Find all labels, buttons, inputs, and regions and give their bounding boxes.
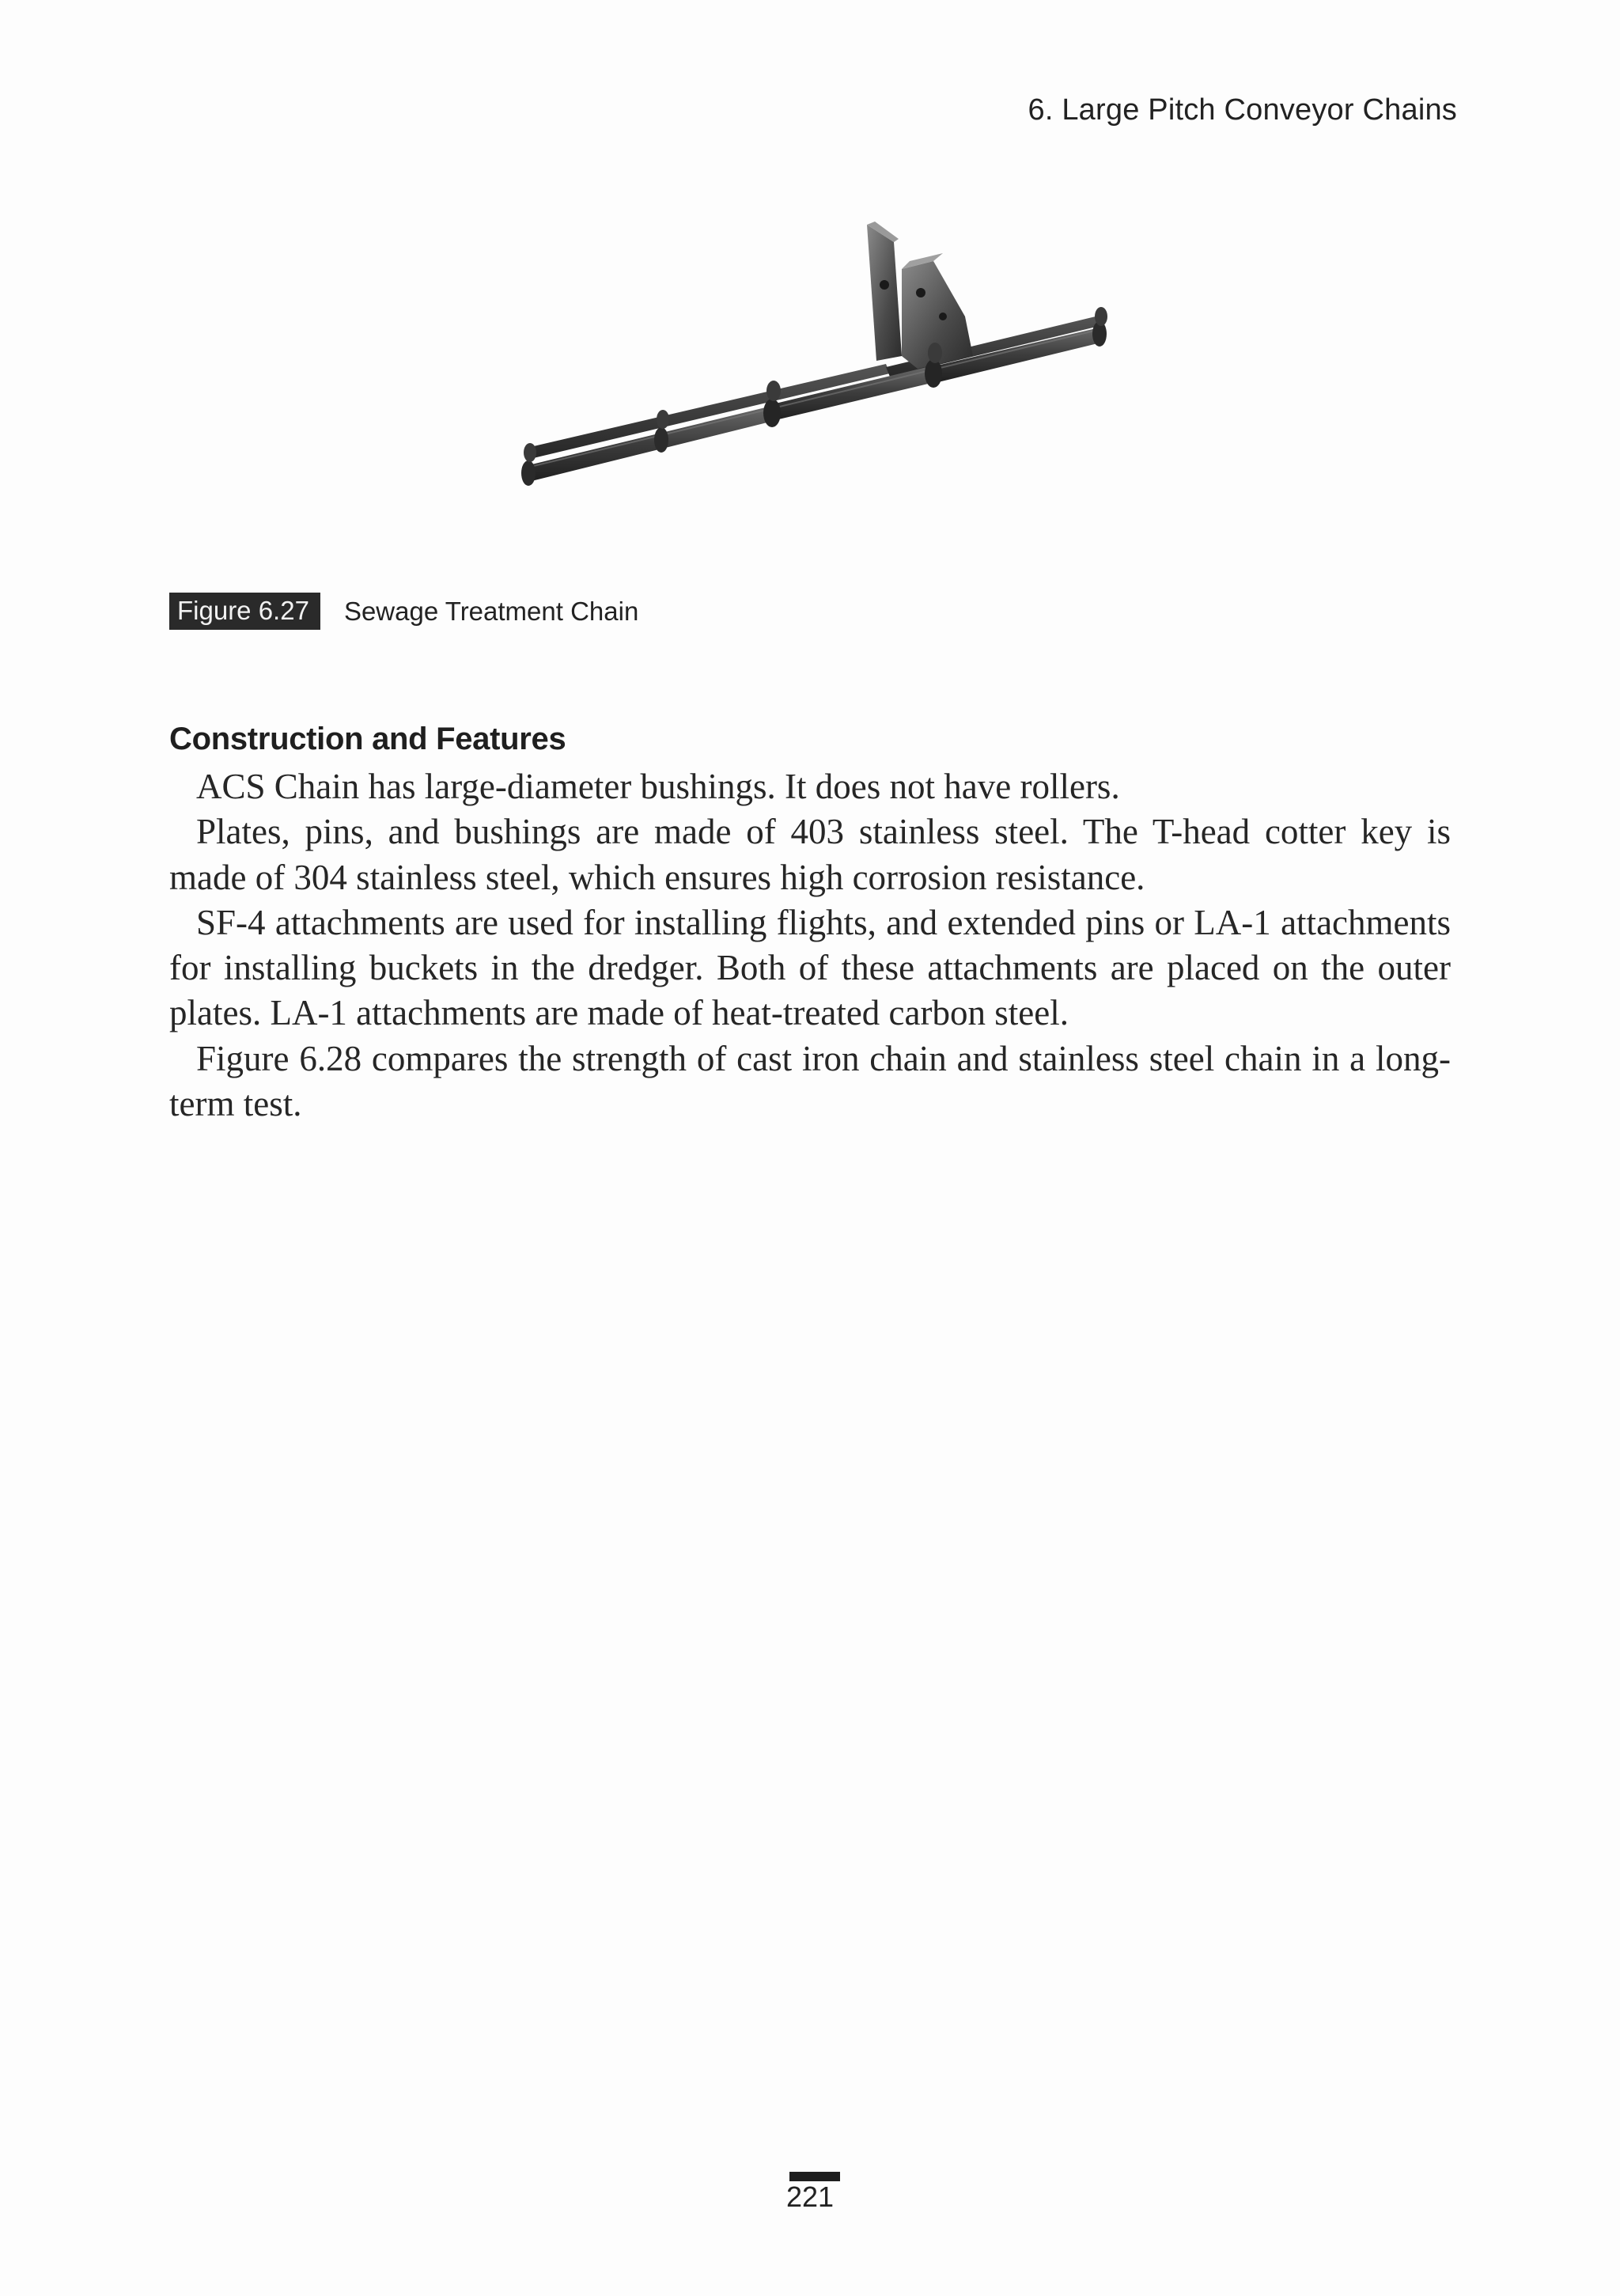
paragraph-strength-comparison: Figure 6.28 compares the strength of cast iron chain and stainless steel chain in a long-term test. <box>169 1038 1451 1124</box>
running-head: 6. Large Pitch Conveyor Chains <box>1028 93 1457 127</box>
sewage-treatment-chain-photo <box>490 198 1123 514</box>
section-heading: Construction and Features <box>169 722 566 756</box>
page-number: 221 <box>785 2180 835 2213</box>
figure-title: Sewage Treatment Chain <box>343 596 639 626</box>
chain-front-strand <box>522 328 1104 483</box>
sf4-attachment-bracket <box>867 222 973 369</box>
figure-label: Figure 6.27 <box>169 593 320 630</box>
paragraph-materials: Plates, pins, and bushings are made of 403 stainless steel. The T-head cotter key is made of 304 stainless steel, which ensures high corrosion resistance. <box>169 812 1451 897</box>
paragraph-acs-chain: ACS Chain has large-diameter bushings. It does not have rollers. <box>196 767 1120 806</box>
body-text <box>169 764 1451 1127</box>
chain-back-strand <box>527 316 1100 459</box>
paragraph-attachments: SF-4 attachments are used for installing flights, and extended pins or LA-1 attachments for installing buckets in the dredger. Both of these attachments are placed on the outer plates. LA-1 attachments are made of heat-treated carbon steel. <box>169 902 1451 1033</box>
figure-caption <box>169 593 638 630</box>
